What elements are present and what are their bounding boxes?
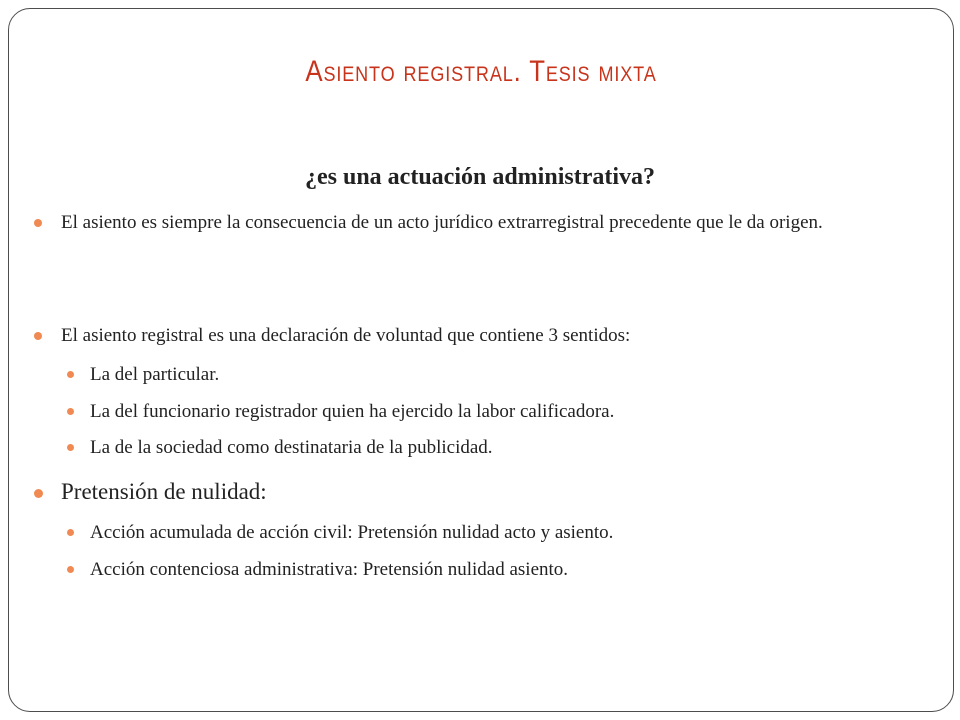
slide-title-text: Asiento registral. Tesis mixta bbox=[305, 55, 657, 88]
bullet-dot-icon bbox=[67, 444, 74, 451]
sub-bullet-item bbox=[90, 433, 930, 462]
bullet-text: El asiento es siempre la consecuencia de un acto jurídico extrarregistral precedente que le da origen. bbox=[61, 212, 823, 233]
sub-bullet-text: La de la sociedad como destinataria de la publicidad. bbox=[90, 437, 493, 458]
bullet-dot-icon bbox=[34, 219, 42, 227]
sub-bullet-item bbox=[90, 518, 930, 547]
bullet-item bbox=[61, 321, 937, 350]
bullet-dot-icon bbox=[67, 566, 74, 573]
bullet-dot-icon bbox=[67, 408, 74, 415]
sub-bullet-text: La del funcionario registrador quien ha ejercido la labor calificadora. bbox=[90, 401, 615, 422]
bullet-dot-icon bbox=[34, 332, 42, 340]
bullet-dot-icon bbox=[34, 489, 43, 498]
bullet-text: El asiento registral es una declaración de voluntad que contiene 3 sentidos: bbox=[61, 325, 631, 346]
bullet-item bbox=[61, 476, 267, 508]
bullet-dot-icon bbox=[67, 371, 74, 378]
sub-bullet-text: Acción contenciosa administrativa: Pretensión nulidad asiento. bbox=[90, 559, 569, 580]
sub-bullet-text: Acción acumulada de acción civil: Pretensión nulidad acto y asiento. bbox=[90, 522, 614, 543]
slide-title bbox=[67, 55, 894, 89]
bullet-text: Pretensión de nulidad: bbox=[61, 479, 267, 504]
sub-bullet-item bbox=[90, 555, 930, 584]
bullet-dot-icon bbox=[67, 529, 74, 536]
sub-bullet-item bbox=[90, 397, 930, 426]
slide-subtitle: ¿es una actuación administrativa? bbox=[304, 164, 655, 190]
sub-bullet-text: La del particular. bbox=[90, 364, 220, 385]
bullet-item bbox=[61, 208, 937, 237]
sub-bullet-item bbox=[90, 360, 930, 389]
